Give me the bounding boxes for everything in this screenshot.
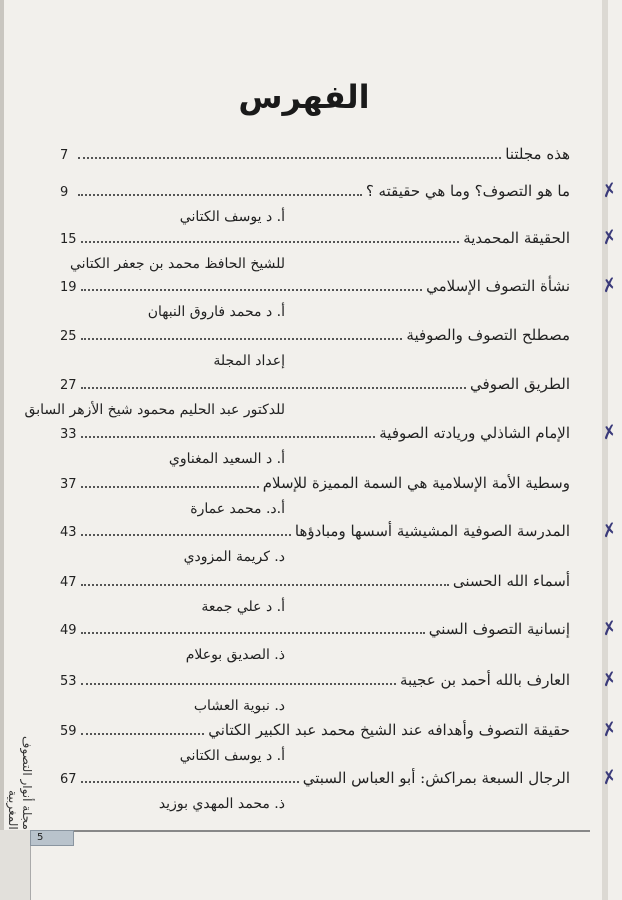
toc-entry-author: أ. د يوسف الكتاني — [179, 209, 285, 225]
toc-entry-line — [60, 570, 570, 592]
toc-entry-author: للشيخ الحافظ محمد بن جعفر الكتاني — [69, 256, 285, 272]
toc-entry-title: أسماء الله الحسنى — [452, 572, 570, 590]
toc-entry-title: الرجال السبعة بمراكش: أبو العباس السبتي — [302, 769, 570, 787]
toc-entry-author: د. كريمة المزودي — [183, 549, 285, 565]
toc-entry-author: أ. د السعيد المغناوي — [168, 451, 285, 467]
dot-leader — [78, 180, 362, 196]
handwritten-check-mark: ✗ — [599, 765, 620, 790]
toc-entry-line — [60, 227, 570, 249]
toc-entry-title: الحقيقة المحمدية — [463, 229, 570, 247]
journal-name-vertical: مجلة أنوار التصوف المغربية — [6, 736, 34, 830]
dot-leader — [81, 324, 403, 340]
toc-entry-line — [60, 143, 570, 165]
toc-entry[interactable] — [60, 667, 620, 725]
toc-entry-page: 47 — [60, 575, 77, 590]
toc-entry-line — [60, 618, 570, 640]
dot-leader — [81, 275, 423, 291]
handwritten-check-mark: ✗ — [599, 178, 620, 203]
toc-entry-page: 53 — [60, 674, 77, 689]
toc-entry-title: وسطية الأمة الإسلامية هي السمة المميزة للإسلام — [262, 474, 570, 492]
toc-entry[interactable] — [60, 324, 570, 380]
page-left-edge — [0, 0, 4, 900]
toc-entry-author: إعداد المجلة — [213, 353, 285, 369]
dot-leader — [81, 719, 205, 735]
dot-leader — [81, 669, 396, 685]
page-right-edge — [602, 0, 608, 900]
dot-leader — [81, 520, 291, 536]
toc-entry[interactable] — [60, 420, 620, 478]
toc-entry-page: 49 — [60, 623, 77, 638]
handwritten-check-mark: ✗ — [599, 225, 620, 250]
toc-entry-title: نشأة التصوف الإسلامي — [426, 277, 570, 295]
toc-entry-title: العارف بالله أحمد بن عجيبة — [399, 671, 570, 689]
toc-entry[interactable] — [60, 518, 620, 576]
dot-leader — [81, 227, 460, 243]
handwritten-check-mark: ✗ — [599, 518, 620, 543]
dot-leader — [78, 143, 501, 159]
toc-entry-page: 15 — [60, 232, 77, 247]
toc-entry-title: حقيقة التصوف وأهدافه عند الشيخ محمد عبد الكبير الكتاني — [208, 721, 570, 739]
handwritten-check-mark: ✗ — [599, 717, 620, 742]
toc-entry-title: الإمام الشاذلي وريادته الصوفية — [379, 424, 570, 442]
toc-entry-author: ذ. الصديق بوعلام — [185, 647, 285, 663]
toc-entry-line — [60, 422, 570, 444]
toc-entry-author: أ. د يوسف الكتاني — [179, 748, 285, 764]
toc-entry-line — [60, 472, 570, 494]
toc-entry-author: أ.د. محمد عمارة — [190, 501, 285, 517]
dot-leader — [81, 570, 449, 586]
toc-entry-title: إنسانية التصوف السني — [428, 620, 570, 638]
toc-entry[interactable] — [60, 273, 620, 331]
toc-entry-line — [60, 275, 570, 297]
handwritten-check-mark: ✗ — [599, 667, 620, 692]
toc-entry-line — [60, 719, 570, 741]
toc-entry-title: هذه مجلتنا — [505, 145, 570, 163]
toc-entry[interactable] — [60, 616, 620, 674]
dot-leader — [81, 618, 425, 634]
toc-entry-line — [60, 669, 570, 691]
toc-entry-line — [60, 767, 570, 789]
handwritten-check-mark: ✗ — [599, 273, 620, 298]
toc-entry-title: الطريق الصوفي — [470, 375, 570, 393]
dot-leader — [81, 472, 259, 488]
handwritten-check-mark: ✗ — [599, 616, 620, 641]
dot-leader — [81, 422, 376, 438]
toc-entry-title: ما هو التصوف؟ وما هي حقيقته ؟ — [365, 182, 570, 200]
toc-entry-page: 27 — [60, 378, 77, 393]
toc-entry-author: أ. د محمد فاروق النبهان — [147, 304, 285, 320]
footer-rule — [42, 830, 590, 832]
toc-entry-page: 7 — [60, 148, 69, 163]
toc-entry-line — [60, 324, 570, 346]
toc-entry-page: 19 — [60, 280, 77, 295]
toc-entry-author: ذ. محمد المهدي بوزيد — [158, 796, 285, 812]
toc-entry-page: 67 — [60, 772, 77, 787]
footer-corner — [0, 830, 31, 900]
dot-leader — [81, 767, 299, 783]
dot-leader — [81, 373, 467, 389]
page-number: 5 — [30, 830, 74, 846]
toc-entry-title: مصطلح التصوف والصوفية — [406, 326, 570, 344]
toc-entry[interactable] — [24, 373, 570, 429]
toc-entry-line — [60, 373, 570, 395]
toc-entry-page: 37 — [60, 477, 77, 492]
toc-entry-author: أ. د علي جمعة — [201, 599, 285, 615]
toc-entry-author: للدكتور عبد الحليم محمود شيخ الأزهر السابق — [24, 402, 285, 418]
toc-entry-line — [60, 520, 570, 542]
page-title: الفهرس — [238, 78, 370, 116]
toc-entry[interactable] — [60, 765, 620, 823]
toc-entry-page: 9 — [60, 185, 69, 200]
toc-entry-title: المدرسة الصوفية المشيشية أسسها ومبادؤها — [294, 522, 570, 540]
toc-entry-page: 43 — [60, 525, 77, 540]
handwritten-check-mark: ✗ — [599, 420, 620, 445]
toc-entry-page: 59 — [60, 724, 77, 739]
toc-entry-line — [60, 180, 570, 202]
toc-entry-page: 33 — [60, 427, 77, 442]
toc-entry-author: د. نبوية العشاب — [193, 698, 285, 714]
toc-entry-page: 25 — [60, 329, 77, 344]
